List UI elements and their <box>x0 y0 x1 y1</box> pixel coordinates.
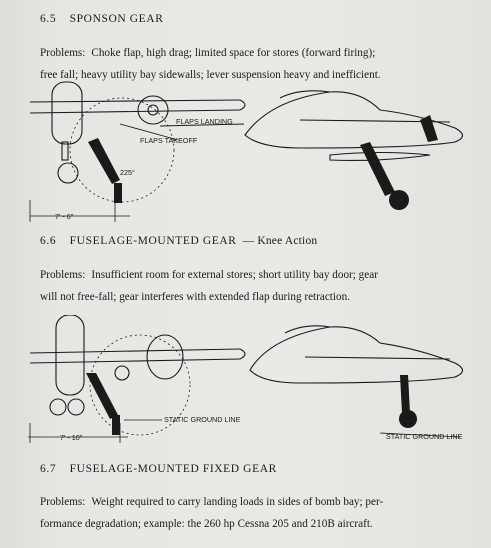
wing-tip <box>240 349 245 359</box>
problems-line <box>40 491 480 513</box>
label-dimension: 7' - 6" <box>55 212 74 221</box>
label-static-ground-line-front: STATIC GROUND LINE <box>164 415 241 424</box>
problems-text-6-6 <box>40 264 480 308</box>
fuselage-section <box>56 315 84 395</box>
engine-nacelle <box>138 96 168 124</box>
problems-line <box>40 42 480 64</box>
wing-upper-line <box>30 100 240 102</box>
section-heading-6-6 <box>40 235 317 247</box>
section-heading-6-7 <box>40 463 277 475</box>
side-wheel <box>399 410 417 428</box>
knee-gear-leg <box>86 373 118 419</box>
figure-sponson-gear <box>0 80 491 230</box>
label-dimension: 7' - 10" <box>60 433 83 442</box>
fuselage-line <box>305 357 450 359</box>
section-title: FUSELAGE-MOUNTED FIXED GEAR <box>69 463 277 475</box>
sponson-gear-leg <box>88 138 120 184</box>
wheel <box>58 163 78 183</box>
problems-label: Problems: <box>40 496 86 508</box>
wing-lower-line <box>30 110 240 113</box>
section-number: 6.6 <box>40 235 57 247</box>
section-number: 6.7 <box>40 463 57 475</box>
section-subtitle: — Knee Action <box>242 235 318 247</box>
label-angle: 225° <box>120 168 135 177</box>
wheel-left <box>50 399 66 415</box>
problems-text: Insufficient room for external stores; short utility bay door; gear <box>91 269 378 281</box>
problems-text: Choke flap, high drag; limited space for stores (forward firing); <box>91 47 376 59</box>
wing-upper-line <box>30 349 240 353</box>
label-flaps-takeoff: FLAPS TAKEOFF <box>140 136 198 145</box>
problems-text: Weight required to carry landing loads in sides of bomb bay; per- <box>91 496 384 508</box>
problems-line: free fall; heavy utility bay sidewalls; lever suspension heavy and inefficient. <box>40 69 381 81</box>
label-static-ground-line-side: STATIC GROUND LINE <box>386 432 463 441</box>
section-number: 6.5 <box>40 13 57 25</box>
fuselage-outline <box>250 327 463 383</box>
sponson-gear-drawing <box>0 80 491 230</box>
problems-label: Problems: <box>40 47 86 59</box>
problems-line: formance degradation; example: the 260 hp Cessna 205 and 210B aircraft. <box>40 518 373 530</box>
nacelle-outline <box>330 153 430 161</box>
section-heading-6-5 <box>40 13 163 25</box>
label-flaps-landing: FLAPS LANDING <box>176 117 233 126</box>
side-gear-upper <box>420 115 438 142</box>
nose-gear-strut <box>62 142 68 160</box>
wing-tip <box>240 100 245 110</box>
wheel-right <box>68 399 84 415</box>
wing-lower-line <box>30 359 240 363</box>
knee-gear-wheel <box>112 415 120 435</box>
problems-text-6-7 <box>40 491 480 535</box>
side-gear-leg <box>360 142 395 196</box>
side-wheel <box>389 190 409 210</box>
problems-line: will not free-fall; gear interferes with extended flap during retraction. <box>40 291 351 303</box>
section-title: SPONSON GEAR <box>69 13 164 25</box>
front-view <box>30 82 245 222</box>
section-title: FUSELAGE-MOUNTED GEAR <box>69 235 237 247</box>
fuselage-gear-drawing <box>0 315 491 455</box>
problems-line <box>40 264 480 286</box>
sponson-wheel <box>114 183 122 203</box>
problems-label: Problems: <box>40 269 86 281</box>
nacelle-hub <box>148 105 158 115</box>
store-left <box>115 366 129 380</box>
side-view <box>250 326 463 437</box>
figure-fuselage-gear <box>0 315 491 455</box>
